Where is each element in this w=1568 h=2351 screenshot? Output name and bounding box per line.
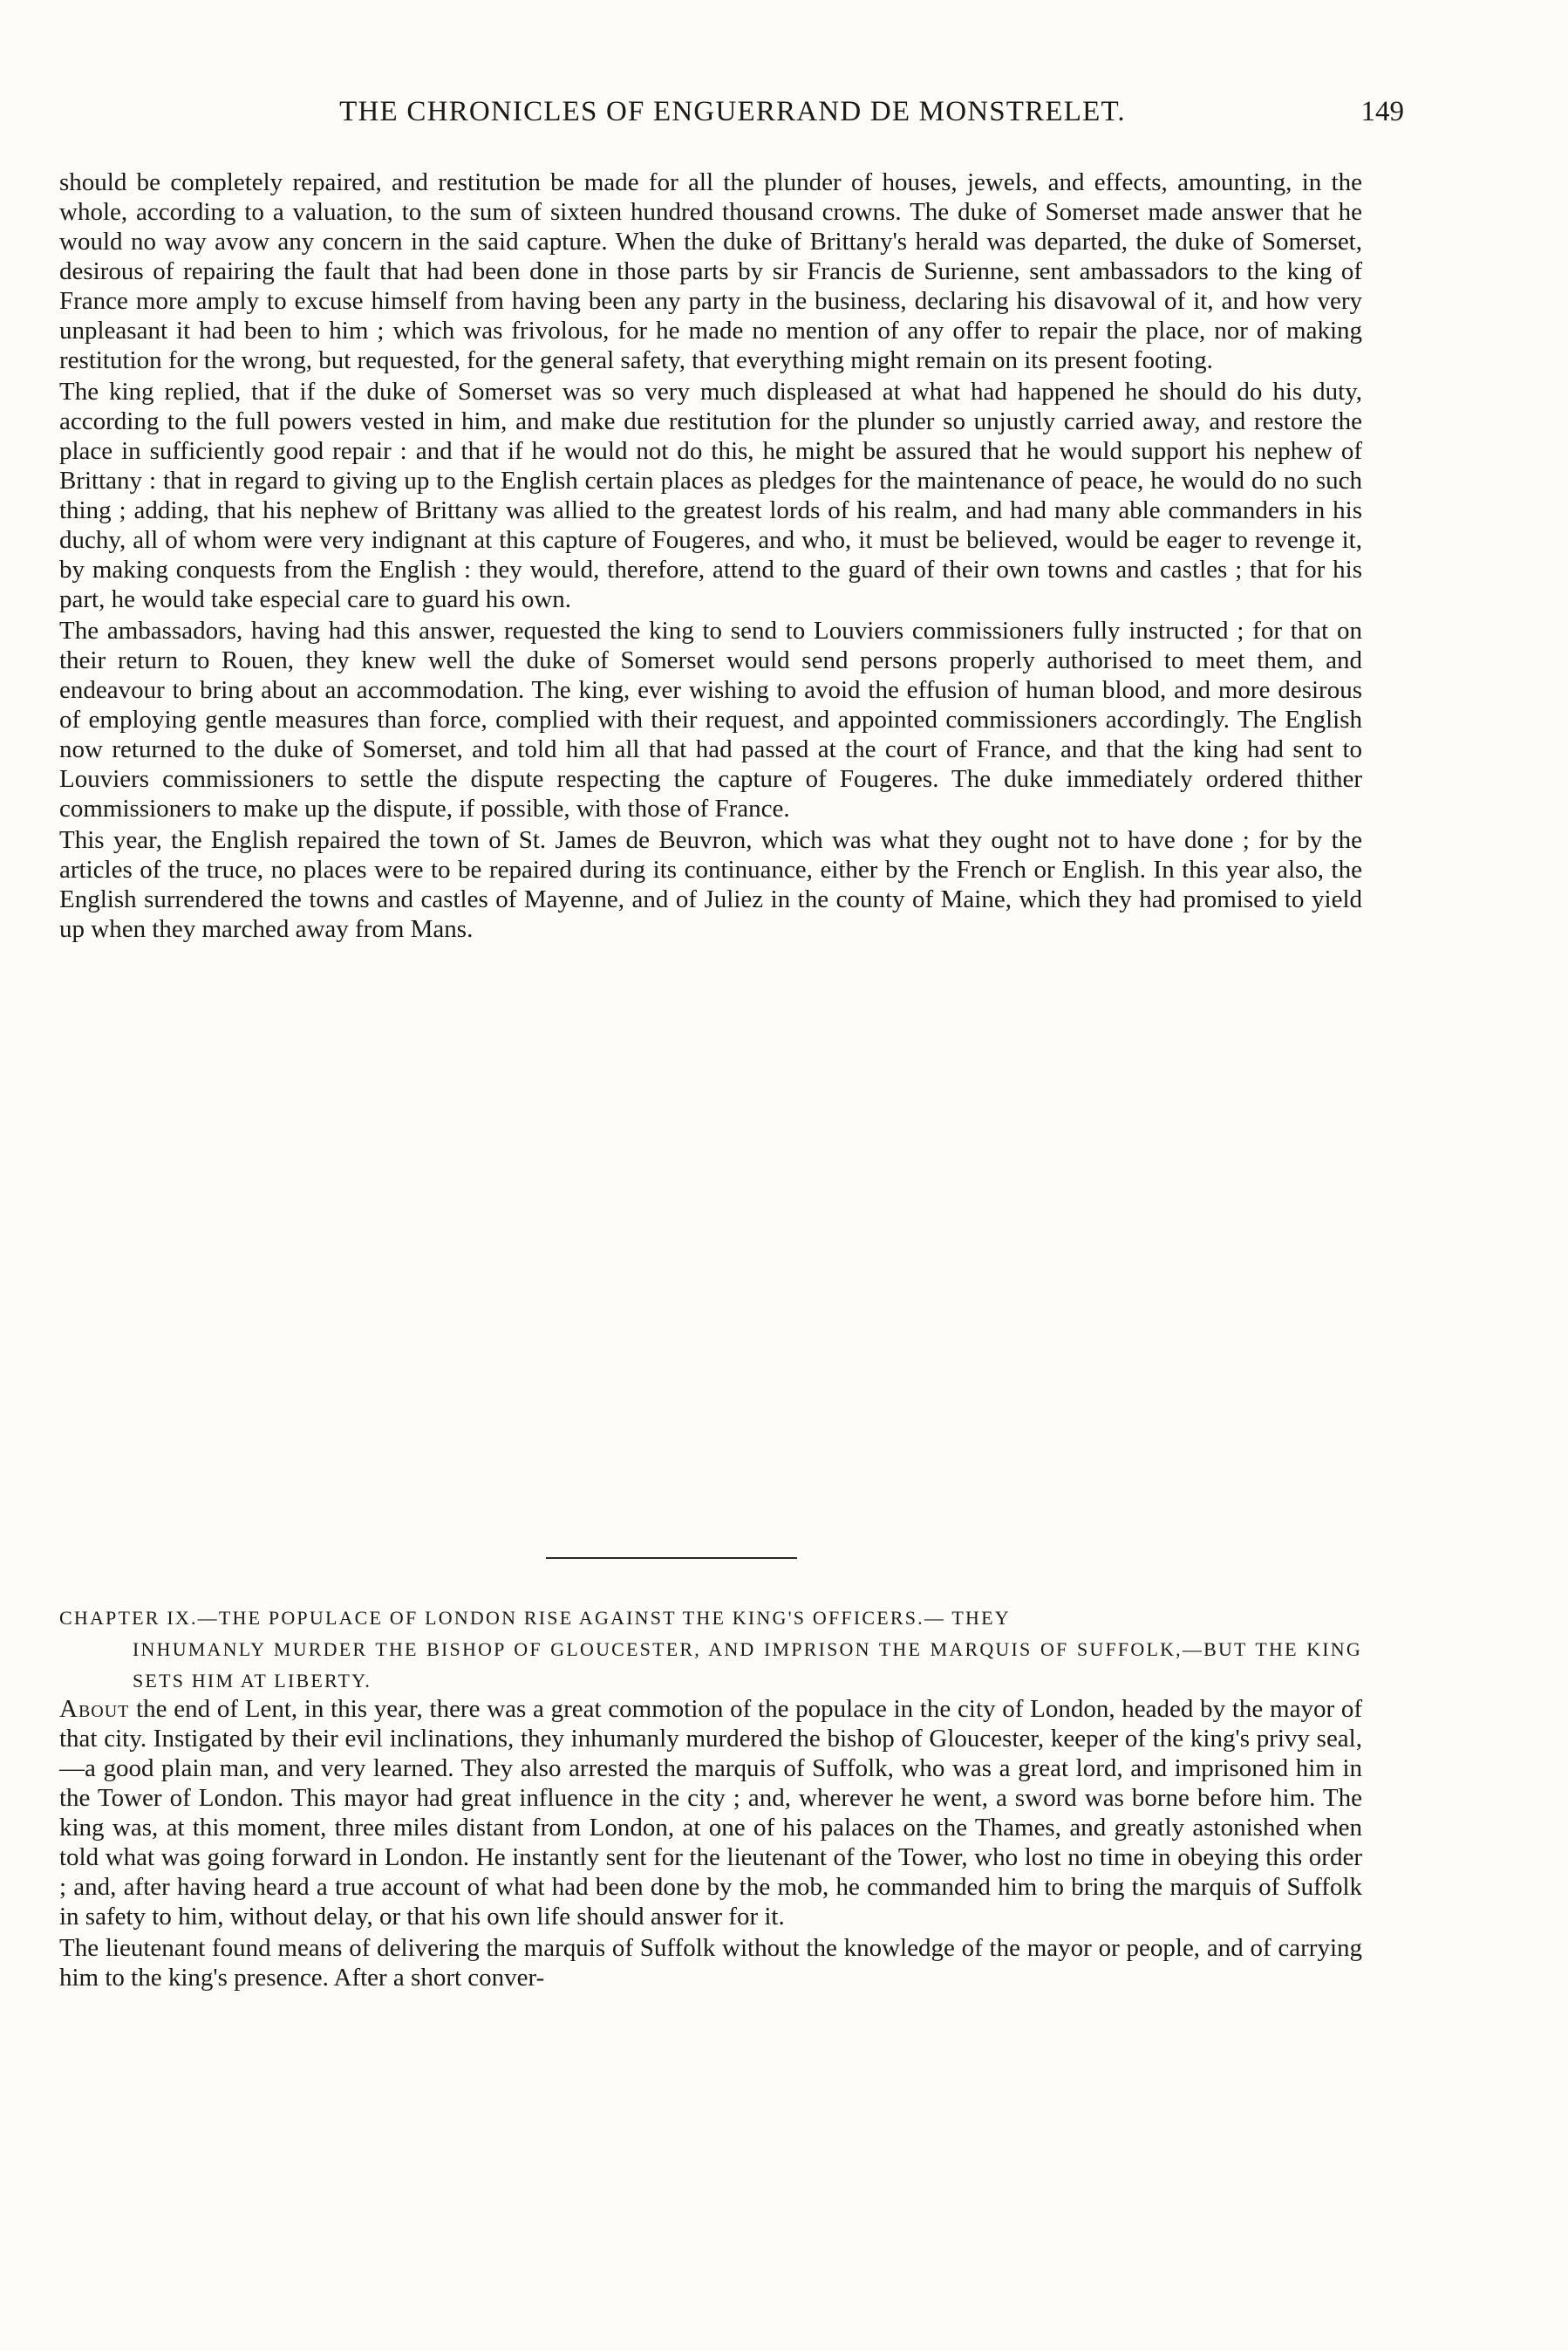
chapter-heading-line-1: CHAPTER IX.—THE POPULACE OF LONDON RISE AGAINST THE KING'S OFFICERS.— THEY [59,1607,1011,1629]
running-title: THE CHRONICLES OF ENGUERRAND DE MONSTRELET. [339,96,1126,127]
chapter-heading [59,1603,1362,1697]
paragraph-3: The ambassadors, having had this answer, requested the king to send to Louviers commissioners fully instructed ; for that on their return to Rouen, they knew well the duke of Somerset would send persons properly authorised to meet them, and endeavour to bring about an accommodation. The king, ever wishing to avoid the effusion of human blood, and more desirous of employing gentle measures than force, complied with their request, and appointed commissioners accordingly. The English now returned to the duke of Somerset, and told him all that had passed at the court of France, and that the king had sent to Louviers commissioners to settle the dispute respecting the capture of Fougeres. The duke immediately ordered thither commissioners to make up the dispute, if possible, with those of France. [59,617,1362,823]
chapter-paragraph-1-body: the end of Lent, in this year, there was a great commotion of the populace in the city of London, headed by the mayor of that city. Instigated by their evil inclinations, they inhumanly murdered the bishop of Gloucester, keeper of the king's privy seal,—a good plain man, and very learned. They also arrested the marquis of Suffolk, who was a great lord, and imprisoned him in the Tower of London. This mayor had great influence in the city ; and, wherever he went, a sword was borne before him. The king was, at this moment, three miles distant from London, at one of his palaces on the Thames, and greatly astonished when told what was going forward in London. He instantly sent for the lieutenant of the Tower, who lost no time in obeying this order ; and, after having heard a true account of what had been done by the mob, he commanded him to bring the marquis of Suffolk in safety to him, without delay, or that his own life should answer for it. [59,1695,1362,1931]
chapter-text [59,1694,1362,1992]
paragraph-1: should be completely repaired, and restitution be made for all the plunder of houses, jewels, and effects, amounting, in the whole, according to a valuation, to the sum of sixteen hundred thousand crowns. The duke of Somerset made answer that he would no way avow any concern in the said capture. When the duke of Brittany's herald was departed, the duke of Somerset, desirous of repairing the fault that had been done in those parts by sir Francis de Surienne, sent ambassadors to the king of France more amply to excuse himself from having been any party in the business, declaring his disavowal of it, and how very unpleasant it had been to him ; which was frivolous, for he made no mention of any offer to repair the place, nor of making restitution for the wrong, but requested, for the general safety, that everything might remain on its present footing. [59,168,1362,374]
chapter-paragraph-1 [59,1694,1362,1931]
section-divider [546,1557,797,1559]
chapter-paragraph-2: The lieutenant found means of delivering the marquis of Suffolk without the knowledge of the mayor or people, and of carrying him to the king's presence. After a short conver- [59,1934,1362,1992]
main-text [59,167,1362,944]
paragraph-2: The king replied, that if the duke of Somerset was so very much displeased at what had happened he should do his duty, according to the full powers vested in him, and make due restitution for the plunder so unjustly carried away, and restore the place in sufficiently good repair : and that if he would not do this, he might be assured that he would support his nephew of Brittany : that in regard to giving up to the English certain places as pledges for the maintenance of peace, he would do no such thing ; adding, that his nephew of Brittany was allied to the greatest lords of his realm, and had many able commanders in his duchy, all of whom were very indignant at this capture of Fougeres, and who, it must be believed, would be eager to revenge it, by making conquests from the English : they would, therefore, attend to the guard of their own towns and castles ; that for his part, he would take especial care to guard his own. [59,378,1362,613]
page-number: 149 [1360,96,1404,127]
chapter-heading-continuation: INHUMANLY MURDER THE BISHOP OF GLOUCESTER, AND IMPRISON THE MARQUIS OF SUFFOLK,—BUT THE KING SETS HIM AT LIBERTY. [133,1638,1362,1691]
page-header [61,92,1404,131]
chapter-opening-words: About [59,1695,130,1723]
paragraph-4: This year, the English repaired the town of St. James de Beuvron, which was what they ought not to have done ; for by the articles of the truce, no places were to be repaired during its continuance, either by the French or English. In this year also, the English surrendered the towns and castles of Mayenne, and of Juliez in the county of Maine, which they had promised to yield up when they marched away from Mans. [59,826,1362,943]
